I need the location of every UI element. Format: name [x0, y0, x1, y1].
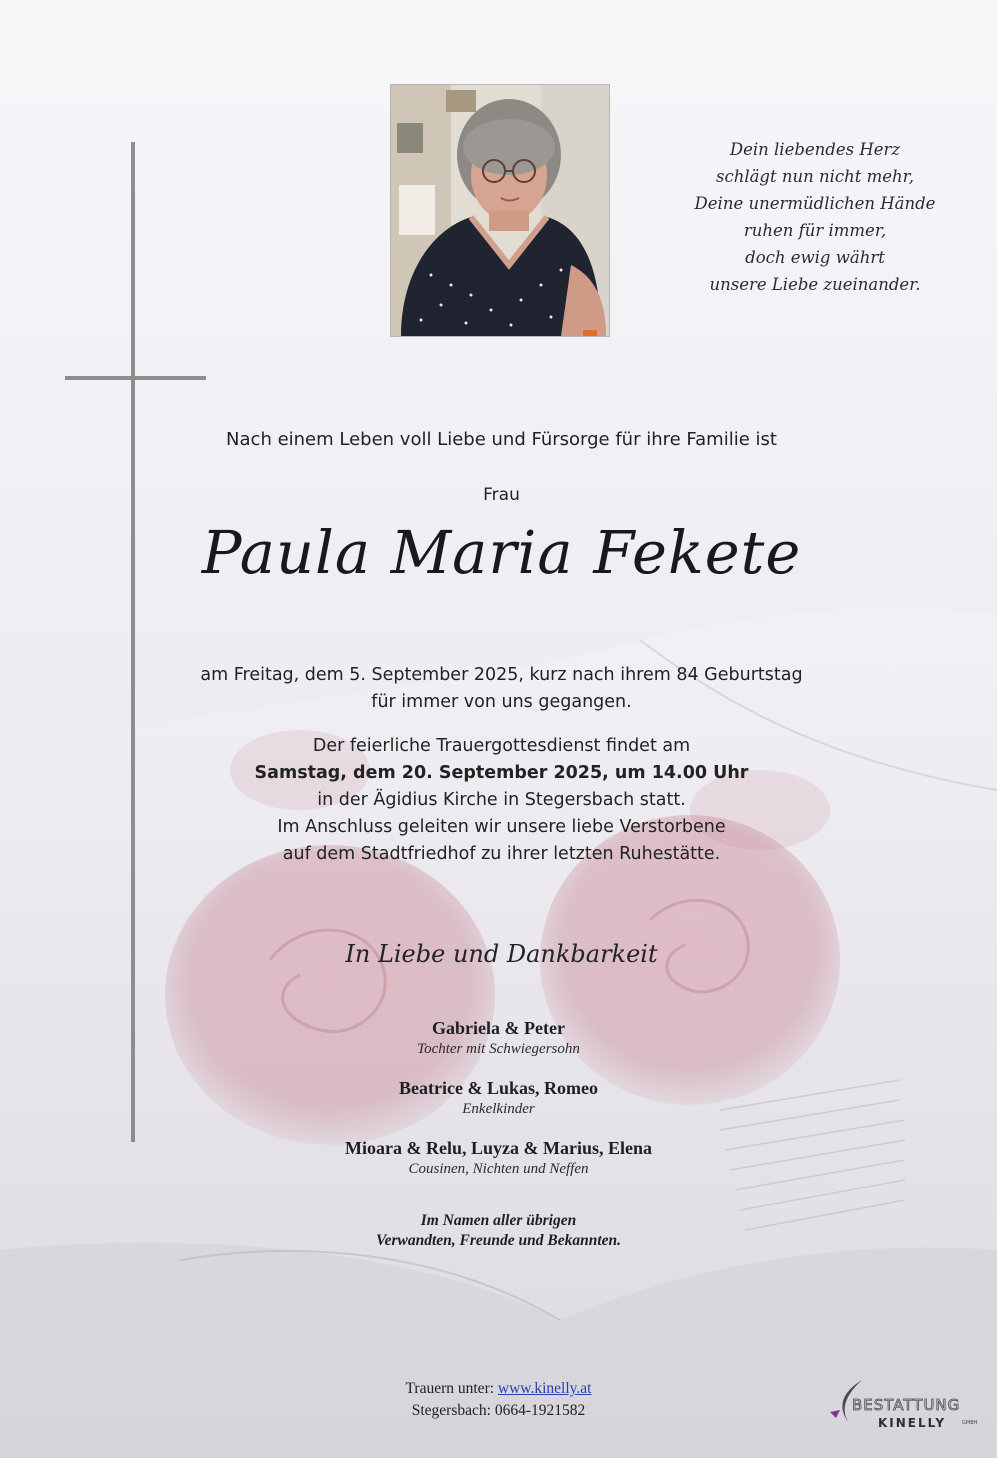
memorial-poem	[690, 136, 940, 298]
closing-line: Verwandten, Freunde und Bekannten.	[375, 1232, 622, 1249]
poem-line: ruhen für immer,	[743, 221, 887, 240]
funeral-home-logo	[828, 1378, 978, 1434]
closing-note	[0, 1211, 997, 1251]
mourn-label: Trauern unter:	[405, 1380, 495, 1397]
mourner-relation: Cousinen, Nichten und Neffen	[408, 1161, 589, 1177]
logo-wordmark-top: BESTATTUNG	[852, 1396, 961, 1414]
service-line: Im Anschluss geleiten wir unsere liebe Verstorbene	[277, 817, 726, 837]
death-line: für immer von uns gegangen.	[371, 692, 632, 712]
service-line: in der Ägidius Kirche in Stegersbach statt.	[317, 790, 686, 810]
mourner-names: Mioara & Relu, Luyza & Marius, Elena	[345, 1138, 652, 1158]
mourners-heading: In Liebe und Dankbarkeit	[345, 940, 658, 968]
service-details	[0, 733, 997, 868]
portrait-photo	[390, 84, 610, 337]
poem-line: unsere Liebe zueinander.	[709, 275, 921, 294]
mourner-group	[0, 1077, 997, 1137]
service-date-time: Samstag, dem 20. September 2025, um 14.00 Uhr	[254, 763, 749, 783]
mourner-relation: Enkelkinder	[462, 1101, 535, 1117]
phone-line: Stegersbach: 0664-1921582	[411, 1402, 586, 1419]
salutation: Frau	[483, 485, 520, 505]
logo-wordmark-bottom: KINELLY	[878, 1416, 947, 1430]
poem-line: Dein liebendes Herz	[729, 140, 901, 159]
death-notice	[0, 662, 997, 716]
closing-line: Im Namen aller übrigen	[420, 1212, 577, 1229]
mourner-relation: Tochter mit Schwiegersohn	[417, 1041, 580, 1057]
service-line: auf dem Stadtfriedhof zu ihrer letzten Ruhestätte.	[282, 844, 721, 864]
mourner-names: Gabriela & Peter	[432, 1018, 565, 1038]
poem-line: Deine unermüdlichen Hände	[694, 194, 936, 213]
mourners-list	[0, 1017, 997, 1197]
cross-horizontal-bar	[65, 376, 206, 380]
poem-line: schlägt nun nicht mehr,	[715, 167, 915, 186]
poem-line: doch ewig währt	[745, 248, 885, 267]
mourner-names: Beatrice & Lukas, Romeo	[399, 1078, 598, 1098]
mourner-group	[0, 1137, 997, 1197]
mourner-group	[0, 1017, 997, 1077]
announcement-intro: Nach einem Leben voll Liebe und Fürsorge für ihre Familie ist	[226, 429, 777, 450]
service-line: Der feierliche Trauergottesdienst findet am	[312, 736, 691, 756]
logo-suffix: GMBH	[962, 1420, 978, 1426]
cross-vertical-bar	[131, 142, 135, 1142]
death-line: am Freitag, dem 5. September 2025, kurz nach ihrem 84 Geburtstag	[200, 665, 803, 685]
portrait-illustration	[391, 85, 609, 336]
website-link[interactable]: www.kinelly.at	[497, 1380, 592, 1397]
deceased-name: Paula Maria Fekete	[201, 518, 802, 587]
